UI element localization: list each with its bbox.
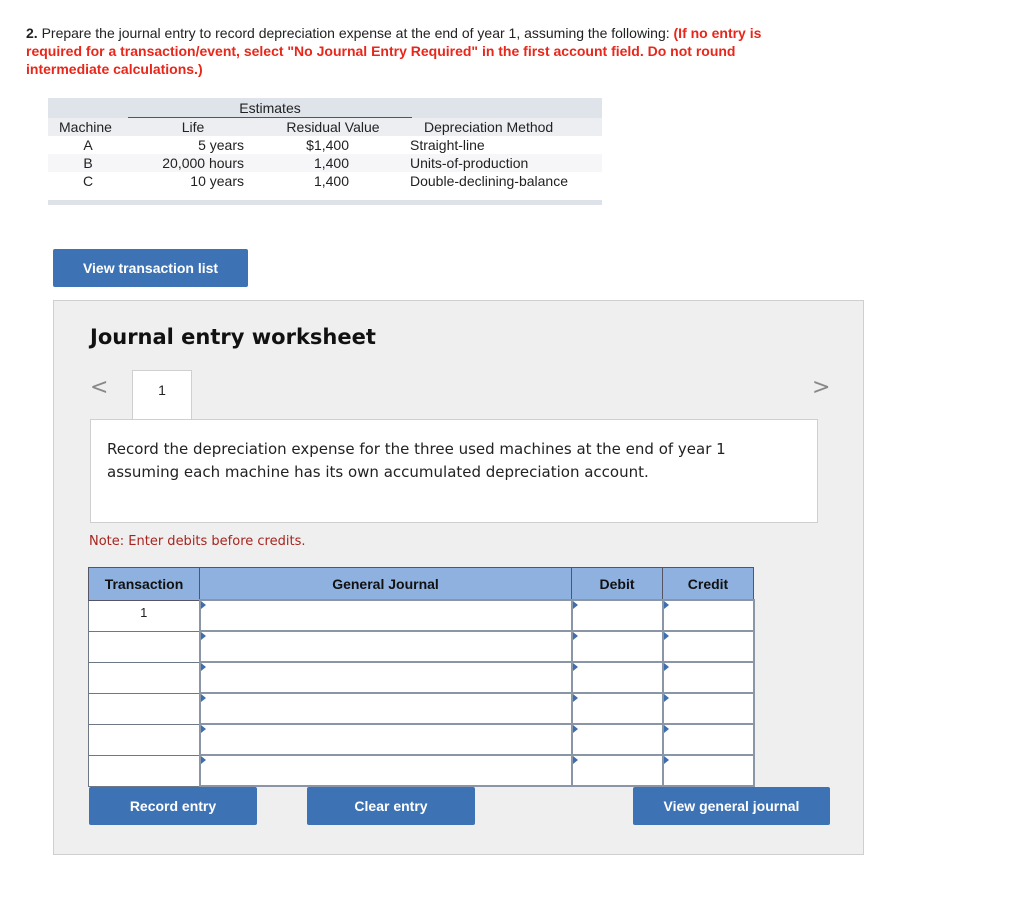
life-cell: 10 years <box>190 173 244 189</box>
next-arrow-icon[interactable]: > <box>812 375 831 400</box>
credit-input[interactable] <box>663 662 754 693</box>
machine-cell: B <box>83 155 93 171</box>
credit-input[interactable] <box>663 600 754 631</box>
account-select[interactable] <box>200 600 572 631</box>
debit-input[interactable] <box>572 693 663 724</box>
question-text: Prepare the journal entry to record depreciation expense at the end of year 1, assuming the following: <box>41 25 670 41</box>
table-row <box>89 600 754 631</box>
estimates-group-header: Estimates <box>239 100 301 116</box>
question-instruction: (If no entry is required for a transaction/event, select "No Journal Entry Required" in the first account field. Do not round intermediate calculations.) <box>26 25 762 77</box>
credit-input[interactable] <box>663 693 754 724</box>
account-select[interactable] <box>200 755 572 786</box>
journal-table <box>88 567 755 787</box>
residual-cell: 1,400 <box>313 155 349 171</box>
worksheet-title: Journal entry worksheet <box>90 325 376 349</box>
debit-input[interactable] <box>572 755 663 786</box>
transaction-cell <box>89 755 200 786</box>
record-entry-button[interactable]: Record entry <box>89 787 257 825</box>
table-row <box>89 662 754 693</box>
credit-input[interactable] <box>663 755 754 786</box>
life-cell: 20,000 hours <box>162 155 244 171</box>
transaction-description: Record the depreciation expense for the three used machines at the end of year 1 assuming each machine has its own accumulated depreciation account. <box>90 419 818 523</box>
method-cell: Double-declining-balance <box>410 173 568 189</box>
view-general-journal-button[interactable]: View general journal <box>633 787 830 825</box>
debit-input[interactable] <box>572 600 663 631</box>
clear-entry-button[interactable]: Clear entry <box>307 787 475 825</box>
col-header-residual: Residual Value <box>286 119 380 135</box>
question-prompt <box>26 24 806 78</box>
transaction-cell <box>89 662 200 693</box>
journal-entry-worksheet <box>53 300 864 855</box>
method-cell: Straight-line <box>410 137 485 153</box>
col-credit: Credit <box>663 568 754 601</box>
machine-cell: C <box>82 173 94 189</box>
account-select[interactable] <box>200 631 572 662</box>
transaction-cell: 1 <box>89 600 200 631</box>
table-row <box>89 631 754 662</box>
prev-arrow-icon[interactable]: < <box>90 375 109 400</box>
debit-input[interactable] <box>572 662 663 693</box>
residual-cell: $1,400 <box>306 137 349 153</box>
col-header-machine: Machine <box>59 119 112 135</box>
debit-credit-note: Note: Enter debits before credits. <box>89 534 306 549</box>
debit-input[interactable] <box>572 631 663 662</box>
account-select[interactable] <box>200 693 572 724</box>
col-header-life: Life <box>181 119 205 135</box>
table-row <box>89 693 754 724</box>
view-transaction-list-button[interactable]: View transaction list <box>53 249 248 287</box>
estimates-table <box>48 98 602 208</box>
life-cell: 5 years <box>198 137 244 153</box>
method-cell: Units-of-production <box>410 155 529 171</box>
table-row <box>89 755 754 786</box>
transaction-cell <box>89 724 200 755</box>
credit-input[interactable] <box>663 631 754 662</box>
col-header-method: Depreciation Method <box>424 119 554 135</box>
credit-input[interactable] <box>663 724 754 755</box>
col-general-journal: General Journal <box>200 568 572 601</box>
transaction-cell <box>89 693 200 724</box>
col-debit: Debit <box>572 568 663 601</box>
tab-1[interactable]: 1 <box>132 370 192 420</box>
residual-cell: 1,400 <box>313 173 349 189</box>
col-transaction: Transaction <box>89 568 200 601</box>
table-row <box>89 724 754 755</box>
machine-cell: A <box>83 137 93 153</box>
transaction-cell <box>89 631 200 662</box>
account-select[interactable] <box>200 724 572 755</box>
debit-input[interactable] <box>572 724 663 755</box>
account-select[interactable] <box>200 662 572 693</box>
question-number: 2. <box>26 25 38 41</box>
